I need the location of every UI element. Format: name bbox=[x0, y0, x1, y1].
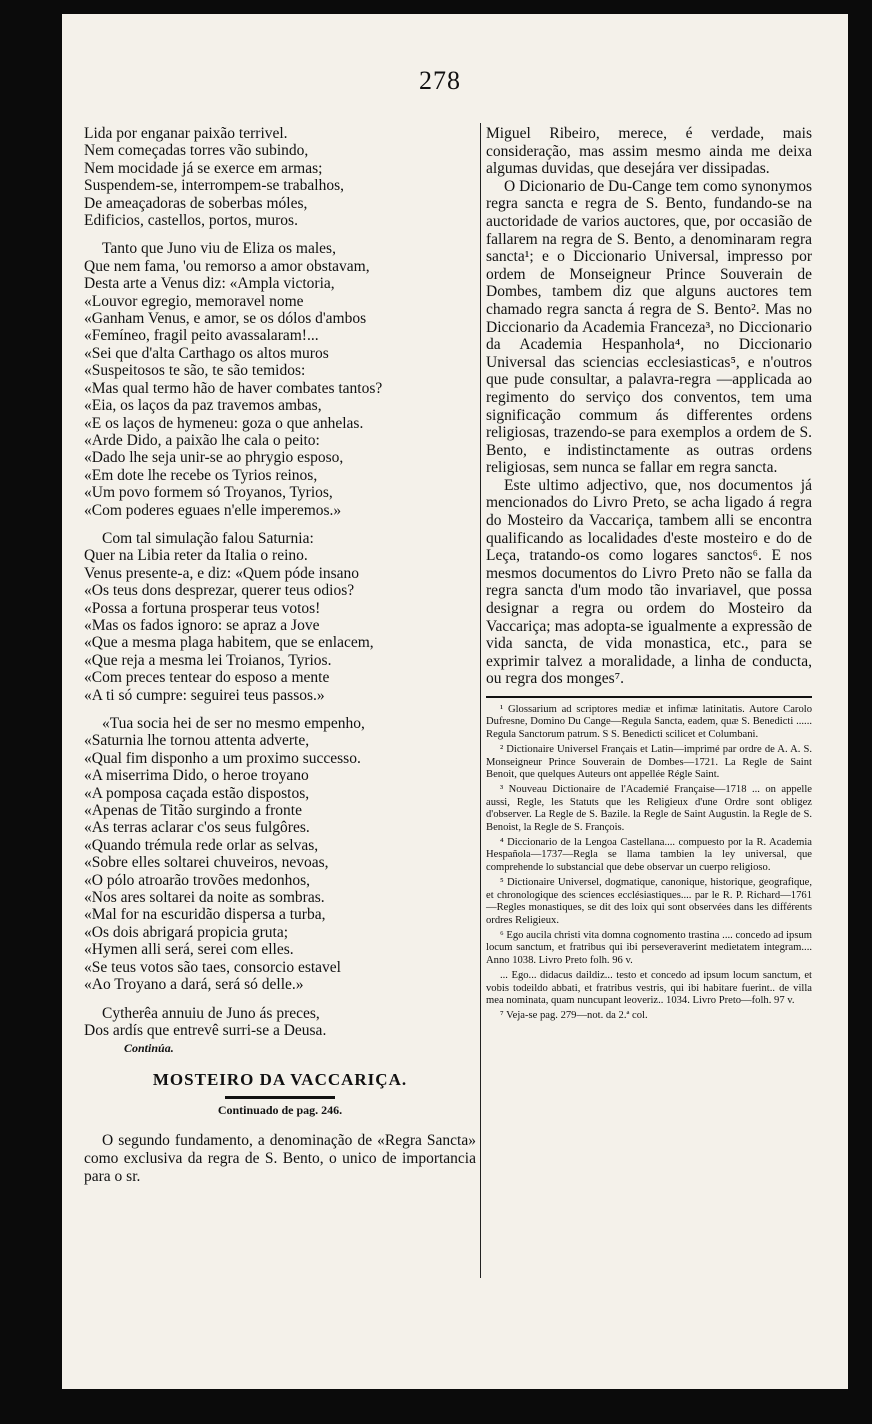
article-paragraph: O segundo fundamento, a denominação de «Regra Sancta» como exclusiva da regra de S. Bento, o unico de importancia para o sr. bbox=[84, 1132, 476, 1185]
verse-line: «Sobre elles soltarei chuveiros, nevoas, bbox=[84, 854, 329, 872]
verse-line: «E os laços de hymeneu: goza o que anhelas. bbox=[84, 414, 364, 432]
right-column bbox=[486, 125, 812, 1026]
left-column bbox=[84, 125, 476, 1185]
verse-line: «Suspeitosos te são, te são temidos: bbox=[84, 362, 306, 380]
verse-line: Nem começadas torres vão subindo, bbox=[84, 142, 309, 160]
verse-line: «A pomposa caçada estão dispostos, bbox=[84, 784, 310, 802]
article-paragraph: Este ultimo adjectivo, que, nos documentos já mencionados do Livro Preto, se acha ligado á regra do Mosteiro da Vaccariça, tambem alli se encontra qualificando as localidades d'este mosteiro e do de Leça, tratando-os como logares sanctos⁶. E nos mesmos documentos do Livro Preto não se falla da regra sancta d'um modo tão invariavel, que possa designar a regra ou ordem do Mosteiro da Vaccariça; mas adopta-se igualmente a expressão de vida sancta, de vida monastica, etc., para se exprimir talvez a moralidade, a linha de conducta, ou regra dos monges⁷. bbox=[486, 476, 812, 688]
verse-line: «A ti só cumpre: seguirei teus passos.» bbox=[84, 686, 325, 704]
verse-line: «Em dote lhe recebe os Tyrios reinos, bbox=[84, 466, 318, 484]
page-number: 278 bbox=[419, 66, 461, 95]
title-rule bbox=[225, 1096, 335, 1099]
footnote: ⁵ Dictionaire Universel, dogmatique, canonique, historique, geografique, et chronologique des sciences ecclésiastiques.... par le R. P. Richard—1761—Regles monastiques, se dit des loix qui sont observées dans les différents ordres Religieux. bbox=[486, 877, 812, 926]
article-paragraph: O Dicionario de Du-Cange tem como synonymos regra sancta e regra de S. Bento, fundando-se na auctoridade de varios auctores, que, por occasião de fallarem na regra de S. Bento, a denominaram regra sancta¹; e o Diccionario Universal, impresso por ordem de Monseigneur Prince Souverain de Dombes, tambem diz que alguns auctores tem chamado regra sancta á regra de S. Bento². Mas no Diccionario da Academia Franceza³, no Diccionario da Academia Hespanhola⁴, no Diccionario Universal das sciencias ecclesiasticas⁵, e n'outros que pude consultar, a palavra-regra —applicada ao regimento do serviço dos conventos, tem uma significação commum ás differentes ordens religiosas, trazendo-se para exemplos a ordem de S. Bento, e indistinctamente as outras ordens religiosas, sem nunca se fallar em regra sancta. bbox=[486, 177, 812, 477]
footnote: ⁶ Ego aucila christi vita domna cognomento trastina .... concedo ad ipsum locum sanctum, et fratribus qui ibi perseveraverint medietatem integram.... Anno 1038. Livro Preto folh. 96 v. bbox=[486, 929, 812, 966]
verse-line: Edificios, castellos, portos, muros. bbox=[84, 212, 298, 230]
verse-line: «As terras aclarar c'os seus fulgôres. bbox=[84, 819, 310, 837]
verse-line: «Mal for na escuridão dispersa a turba, bbox=[84, 906, 326, 924]
poem-stanza bbox=[84, 715, 476, 994]
verse-line: «Um povo formem só Troyanos, Tyrios, bbox=[84, 484, 333, 502]
verse-line: Dos ardís que entrevê surri-se a Deusa. bbox=[84, 1021, 327, 1039]
poem-stanza bbox=[84, 1005, 476, 1040]
verse-line: «Mas qual termo hão de haver combates tantos? bbox=[84, 379, 383, 397]
verse-line: Suspendem-se, interrompem-se trabalhos, bbox=[84, 177, 344, 195]
footnote-rule bbox=[486, 696, 812, 698]
verse-line: «Possa a fortuna prosperar teus votos! bbox=[84, 599, 321, 617]
verse-line: «Sei que d'alta Carthago os altos muros bbox=[84, 344, 329, 362]
verse-line: «Hymen alli será, serei com elles. bbox=[84, 941, 294, 959]
verse-line: «Tua socia hei de ser no mesmo empenho, bbox=[102, 715, 365, 732]
verse-line: «Qual fim disponho a um proximo successo. bbox=[84, 749, 361, 767]
footnote: ⁴ Diccionario de la Lengoa Castellana.... compuesto por la R. Academia Hespañola—1737—Regla se llama tambien la ley universal, que comprehende lo substancial que debe observar un cuerpo religioso. bbox=[486, 837, 812, 873]
verse-line: «Ganham Venus, e amor, se os dólos d'ambos bbox=[84, 310, 367, 328]
verse-line: «Com preces tentear do esposo a mente bbox=[84, 669, 330, 687]
verse-line: «Eia, os laços da paz travemos ambas, bbox=[84, 397, 322, 415]
verse-line: Lida por enganar paixão terrivel. bbox=[84, 125, 288, 142]
column-divider bbox=[480, 123, 481, 1278]
verse-line: «Que reja a mesma lei Troianos, Tyrios. bbox=[84, 651, 332, 669]
poem-stanza bbox=[84, 240, 476, 519]
verse-line: «Com poderes eguaes n'elle imperemos.» bbox=[84, 501, 342, 519]
verse-line: «Dado lhe seja unir-se ao phrygio esposo, bbox=[84, 449, 344, 467]
poem-stanza bbox=[84, 530, 476, 704]
verse-line: Venus presente-a, e diz: «Quem póde insano bbox=[84, 564, 360, 582]
verse-line: De ameaçadoras de soberbas móles, bbox=[84, 194, 308, 212]
verse-line: «Apenas de Titão surgindo a fronte bbox=[84, 802, 302, 820]
verse-line: «Saturnia lhe tornou attenta adverte, bbox=[84, 732, 310, 750]
verse-line: «Mas os fados ignoro: se apraz a Jove bbox=[84, 616, 320, 634]
verse-line: «Os teus dons desprezar, querer teus odios? bbox=[84, 582, 355, 600]
verse-line: «Nos ares soltarei da noite as sombras. bbox=[84, 889, 325, 907]
verse-line: «O pólo atroarão trovões medonhos, bbox=[84, 871, 310, 889]
verse-line: «Se teus votos são taes, consorcio estavel bbox=[84, 958, 341, 976]
footnote: ² Dictionaire Universel Français et Latin—imprimé par ordre de A. A. S. Monseigneur Prince Souverain de Dombes—1721. La Regle de Saint Benoit, que quelques Auteurs ont appellée Régle Saint. bbox=[486, 744, 812, 781]
footnote: ³ Nouveau Dictionaire de l'Academié Française—1718 ... on appelle aussi, Regle, les Statuts que les Religieux d'une Ordre sont obligez d'observer. La Regle de S. Bazile. la Regle de Saint Augustin. la Regle de S. Benoist, la Regle de S. François. bbox=[486, 784, 812, 833]
verse-line: Que nem fama, 'ou remorso a amor obstavam, bbox=[84, 257, 370, 275]
footnote: ⁷ Veja-se pag. 279—not. da 2.ª col. bbox=[500, 1010, 648, 1022]
verse-line: «Louvor egregio, memoravel nome bbox=[84, 292, 304, 310]
verse-line: «Arde Dido, a paixão lhe cala o peito: bbox=[84, 431, 320, 449]
poem-stanza bbox=[84, 125, 476, 229]
verse-line: «Que a mesma plaga habitem, que se enlacem, bbox=[84, 634, 374, 652]
article-title: MOSTEIRO DA VACCARIÇA. bbox=[152, 1070, 408, 1090]
verse-line: Tanto que Juno viu de Eliza os males, bbox=[102, 240, 336, 258]
verse-line: Quer na Libia reter da Italia o reino. bbox=[84, 547, 308, 565]
continua-signature: Continúa. bbox=[124, 1041, 174, 1056]
verse-line: «Quando trémula rede orlar as selvas, bbox=[84, 836, 319, 854]
verse-line: «Ao Troyano a dará, será só delle.» bbox=[84, 976, 304, 994]
continuation-note: Continuado de pag. 246. bbox=[217, 1103, 343, 1118]
verse-line: «A miserrima Dido, o heroe troyano bbox=[84, 767, 309, 785]
footnote: ... Ego... didacus daildiz... testo et concedo ad ipsum locum sanctum, et vobis todeildo abbati, et fratribus vestris, qui ibi habitare fuerint.. de villa mea nominata, quam nuncupant leoveriz.. 1034. Livro Preto—folh. 97 v. bbox=[486, 970, 812, 1006]
verse-line: «Os dois abrigará propicia gruta; bbox=[84, 923, 289, 941]
verse-line: Nem mocidade já se exerce em armas; bbox=[84, 159, 323, 177]
verse-line: Desta arte a Venus diz: «Ampla victoria, bbox=[84, 275, 335, 293]
verse-line: Com tal simulação falou Saturnia: bbox=[102, 529, 314, 547]
verse-line: Cytherêa annuiu de Juno ás preces, bbox=[102, 1004, 320, 1022]
article-paragraph: Miguel Ribeiro, merece, é verdade, mais consideração, mas assim mesmo ainda me deixa algumas duvidas, que desejára ver dissipadas. bbox=[486, 125, 812, 178]
footnote: ¹ Glossarium ad scriptores mediæ et infimæ latinitatis. Autore Carolo Dufresne, Domino Du Cange—Regula Sancta, eadem, quæ S. Benedicti ...... Regula Sanctorum patrum. S S. Benedicti scilicet et Columbani. bbox=[486, 704, 812, 740]
verse-line: «Femíneo, fragil peito avassalaram!... bbox=[84, 327, 319, 345]
